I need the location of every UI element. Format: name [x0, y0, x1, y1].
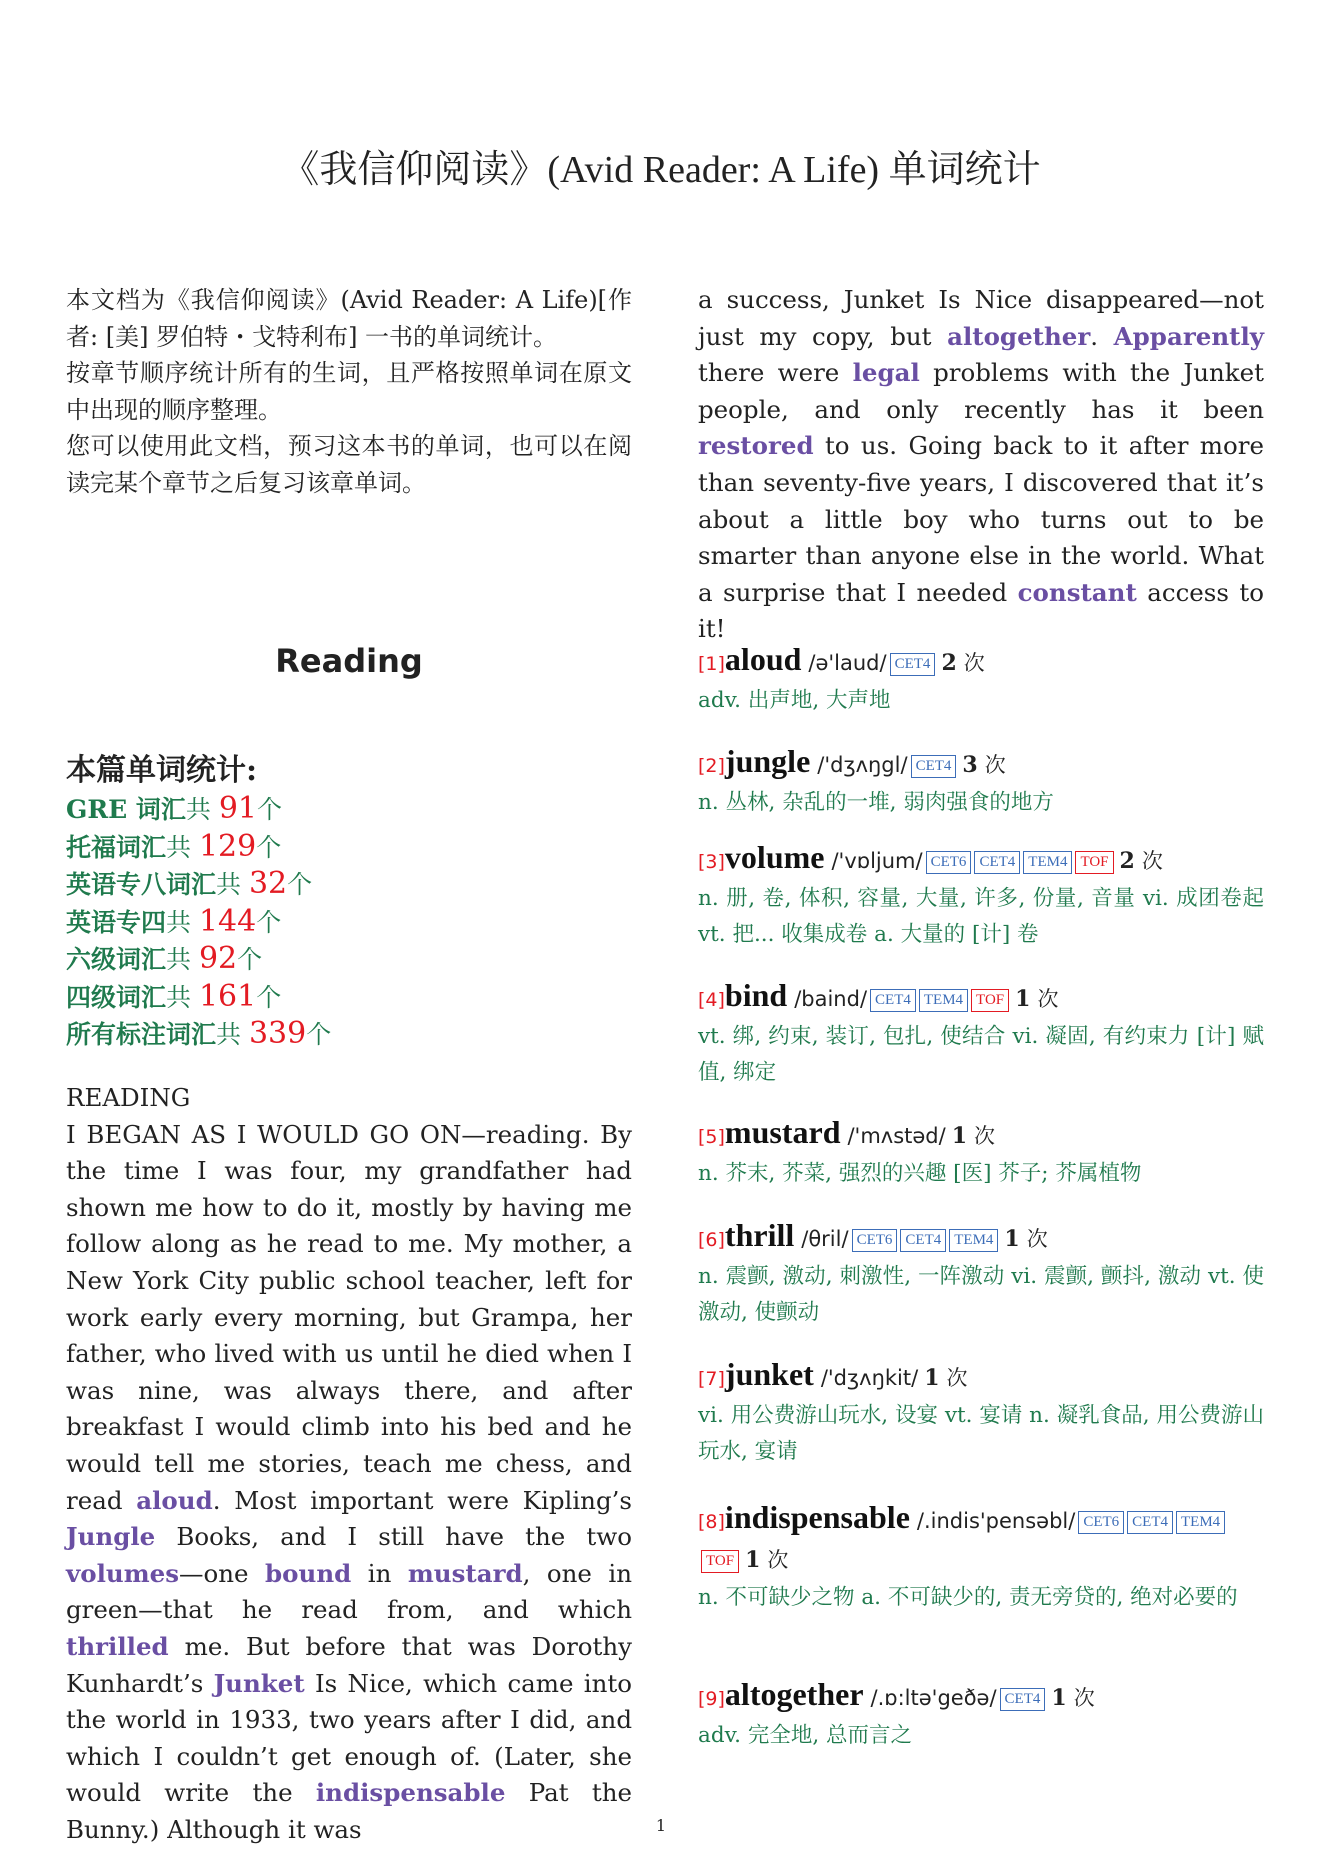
stat-connector: 共: [166, 982, 199, 1012]
vocab-count: 1: [1051, 1685, 1067, 1711]
vocab-definition: vt. 绑, 约束, 装订, 包扎, 使结合 vi. 凝固, 有约束力 [计] 赋值, 绑定: [698, 1024, 1264, 1085]
level-tag: TOF: [971, 989, 1009, 1012]
vocab-entry: [698, 1498, 1264, 1616]
level-tag: CET4: [1000, 1688, 1046, 1711]
highlighted-word: constant: [1017, 577, 1137, 607]
vocab-phonetic: /'dʒʌŋgl/: [817, 753, 908, 777]
vocab-phonetic: /.ɒ:ltə'geðə/: [870, 1686, 997, 1710]
vocab-phonetic: /ə'laud/: [808, 651, 887, 675]
stat-label: 英语专八词汇: [66, 870, 217, 899]
vocab-index: [4]: [698, 989, 725, 1011]
highlighted-word: Jungle: [66, 1522, 156, 1552]
vocab-index: [5]: [698, 1126, 725, 1148]
stat-connector: 共: [166, 945, 199, 974]
vocab-definition: n. 震颤, 激动, 刺激性, 一阵激动 vi. 震颤, 颤抖, 激动 vt. 使激动, 使颤动: [698, 1264, 1264, 1325]
vocab-index: [3]: [698, 851, 725, 873]
stat-row: [66, 829, 632, 867]
vocab-entry: [698, 1113, 1264, 1192]
level-tag: TEM4: [1176, 1511, 1225, 1534]
vocab-count-unit: 次: [963, 651, 985, 675]
vocab-word: indispensable: [724, 1499, 910, 1535]
vocab-headline: [698, 1675, 1264, 1718]
level-tag: CET4: [974, 851, 1020, 874]
vocab-entry: [698, 1675, 1264, 1754]
vocab-phonetic: /'vɒljum/: [831, 849, 923, 873]
vocab-count: 1: [1004, 1226, 1020, 1252]
vocab-definition: n. 册, 卷, 体积, 容量, 大量, 许多, 份量, 音量 vi. 成团卷起 vt. 把... 收集成卷 a. 大量的 [计] 卷: [698, 886, 1264, 947]
vocab-entry: [698, 1355, 1264, 1470]
level-tag: TEM4: [919, 989, 968, 1012]
vocab-phonetic: /baind/: [794, 987, 868, 1011]
vocab-entry: [698, 976, 1264, 1091]
vocab-headline: [698, 1216, 1264, 1259]
reading-heading: READING: [66, 1083, 191, 1112]
vocab-entry: [698, 1216, 1264, 1331]
level-tag: TEM4: [949, 1229, 998, 1252]
vocab-headline: [698, 1113, 1264, 1156]
level-tag: CET4: [1127, 1511, 1173, 1534]
level-tag: CET6: [926, 851, 972, 874]
vocab-count: 2: [1119, 848, 1135, 874]
intro-block: [66, 282, 632, 501]
intro-paragraph: 您可以使用此文档，预习这本书的单词，也可以在阅读完某个章节之后复习该章单词。: [66, 432, 632, 497]
stat-label: 所有标注词汇: [66, 1020, 217, 1049]
stat-unit: 个: [237, 945, 263, 974]
vocab-index: [2]: [698, 755, 725, 777]
vocab-entry: [698, 640, 1264, 719]
vocab-headline: [698, 976, 1264, 1019]
stat-row: [66, 941, 632, 979]
vocab-headline: [698, 1355, 1264, 1398]
stat-connector: 共: [216, 870, 249, 899]
vocab-headline: [698, 838, 1264, 881]
vocab-entry: [698, 742, 1264, 821]
stat-connector: 共: [166, 907, 199, 937]
section-heading: Reading: [275, 642, 423, 680]
stat-label: 托福词汇: [66, 832, 167, 862]
highlighted-word: legal: [852, 358, 920, 388]
vocab-count-unit: 次: [1073, 1686, 1095, 1710]
stat-unit: 个: [256, 982, 282, 1012]
highlighted-word: bound: [265, 1558, 352, 1588]
highlighted-word: restored: [698, 431, 814, 461]
stat-row: [66, 791, 632, 829]
stat-label: GRE 词汇: [66, 795, 186, 824]
vocab-word: mustard: [724, 1114, 841, 1150]
vocab-phonetic: /.indis'pensəbl/: [916, 1509, 1076, 1533]
stat-row: [66, 1016, 632, 1054]
stat-unit: 个: [256, 832, 282, 862]
vocab-count: 1: [1015, 986, 1031, 1012]
word-stats: [66, 745, 632, 1054]
vocab-index: [9]: [698, 1688, 725, 1710]
vocab-word: altogether: [724, 1676, 864, 1712]
intro-paragraph: 按章节顺序统计所有的生词，且严格按照单词在原文中出现的顺序整理。: [66, 359, 632, 424]
vocab-count-unit: 次: [984, 753, 1006, 777]
vocab-index: [8]: [698, 1511, 725, 1533]
vocab-word: jungle: [724, 743, 811, 779]
vocab-headline: [698, 640, 1264, 683]
intro-paragraph: 本文档为《我信仰阅读》(Avid Reader: A Life)[作者: [美] 罗伯特・戈特利布] 一书的单词统计。: [66, 286, 632, 351]
vocab-word: aloud: [724, 641, 802, 677]
stat-label: 英语专四: [66, 907, 167, 937]
stat-row: [66, 979, 632, 1017]
stat-count: 144: [198, 903, 257, 939]
stat-count: 129: [198, 828, 257, 864]
vocab-word: junket: [724, 1356, 814, 1392]
stat-connector: 共: [216, 1020, 249, 1049]
vocab-count-unit: 次: [1141, 849, 1163, 873]
stat-connector: 共: [166, 832, 199, 862]
level-tag: CET4: [870, 989, 916, 1012]
stat-label: 四级词汇: [66, 982, 167, 1012]
vocab-entry: [698, 838, 1264, 953]
highlighted-word: aloud: [136, 1485, 213, 1515]
highlighted-word: altogether: [947, 321, 1091, 351]
highlighted-word: Junket: [213, 1668, 305, 1698]
stat-row: [66, 904, 632, 942]
stat-count: 339: [248, 1016, 307, 1051]
highlighted-word: thrilled: [66, 1631, 169, 1661]
vocab-phonetic: /'mʌstəd/: [847, 1124, 946, 1148]
vocab-definition: adv. 出声地, 大声地: [698, 688, 891, 713]
vocab-word: volume: [724, 839, 825, 875]
vocab-index: [7]: [698, 1368, 725, 1390]
vocab-count: 1: [745, 1547, 761, 1573]
vocab-definition: vi. 用公费游山玩水, 设宴 vt. 宴请 n. 凝乳食品, 用公费游山玩水, 宴请: [698, 1403, 1264, 1464]
stat-unit: 个: [257, 795, 283, 824]
vocab-definition: n. 不可缺少之物 a. 不可缺少的, 责无旁贷的, 绝对必要的: [698, 1585, 1238, 1610]
vocab-definition: n. 芥末, 芥菜, 强烈的兴趣 [医] 芥子; 芥属植物: [698, 1161, 1142, 1186]
vocab-phonetic: /θril/: [801, 1227, 849, 1251]
vocab-definition: adv. 完全地, 总而言之: [698, 1723, 913, 1748]
vocab-count-unit: 次: [946, 1366, 968, 1390]
vocab-count-unit: 次: [974, 1124, 996, 1148]
level-tag: CET4: [900, 1229, 946, 1252]
stat-row: [66, 866, 632, 904]
vocab-count: 2: [941, 650, 957, 676]
level-tag: CET4: [911, 755, 957, 778]
reading-paragraph: a success, Junket Is Nice disappeared—not just my copy, but altogether. Apparently there were legal problems with the Junket people, and only recently has it been restored to us. Going back to it after more than seventy-five years, I discovered that it’s about a little boy who turns out to be smarter than anyone else in the world. What a surprise that I needed constant access to it!: [698, 285, 1264, 644]
reading-text-right: [698, 282, 1264, 648]
vocab-count-unit: 次: [1037, 987, 1059, 1011]
stat-count: 32: [248, 866, 288, 901]
stat-unit: 个: [287, 870, 313, 899]
stat-count: 161: [198, 978, 257, 1014]
stats-list: [66, 791, 632, 1054]
stat-unit: 个: [256, 907, 282, 937]
vocab-count: 3: [962, 752, 978, 778]
level-tag: TEM4: [1023, 851, 1072, 874]
stat-connector: 共: [185, 795, 219, 824]
level-tag: CET6: [1078, 1511, 1124, 1534]
page-number: 1: [655, 1816, 667, 1835]
vocab-word: thrill: [724, 1217, 795, 1253]
vocab-phonetic: /'dʒʌŋkit/: [820, 1366, 919, 1390]
vocab-word: bind: [724, 977, 788, 1013]
vocab-index: [6]: [698, 1229, 725, 1251]
reading-paragraph: I BEGAN AS I WOULD GO ON—reading. By the time I was four, my grandfather had shown me how to do it, mostly by having me follow along as he read to me. My mother, a New York City public school teacher, left for work early every morning, but Grampa, her father, who lived with us until he died when I was nine, was always there, and after breakfast I would climb into his bed and he would tell me stories, teach me chess, and read aloud. Most important were Kipling’s Jungle Books, and I still have the two volumes—one bound in mustard, one in green—that he read from, and which thrilled me. But before that was Dorothy Kunhardt’s Junket Is Nice, which came into the world in 1933, two years after I did, and which I couldn’t get enough of. (Later, she would write the indispensable Pat the Bunny.) Although it was: [66, 1119, 632, 1844]
highlighted-word: volumes: [66, 1558, 180, 1588]
reading-text-left: [66, 1080, 632, 1848]
stat-count: 92: [198, 941, 238, 976]
vocab-count: 1: [924, 1365, 940, 1391]
vocab-index: [1]: [698, 653, 725, 675]
stats-title: 本篇单词统计:: [66, 753, 258, 788]
vocab-count-unit: 次: [1026, 1227, 1048, 1251]
vocab-headline: [698, 1498, 1264, 1580]
highlighted-word: indispensable: [315, 1778, 506, 1808]
level-tag: TOF: [701, 1550, 739, 1573]
highlighted-word: mustard: [407, 1558, 523, 1588]
stat-count: 91: [218, 791, 258, 826]
vocab-definition: n. 丛林, 杂乱的一堆, 弱肉强食的地方: [698, 790, 1054, 815]
stat-unit: 个: [306, 1020, 332, 1049]
level-tag: CET4: [890, 653, 936, 676]
highlighted-word: Apparently: [1113, 321, 1264, 351]
stat-label: 六级词汇: [66, 945, 167, 974]
level-tag: TOF: [1075, 851, 1113, 874]
vocab-count: 1: [951, 1123, 968, 1149]
level-tag: CET6: [852, 1229, 898, 1252]
vocab-count-unit: 次: [767, 1548, 789, 1572]
vocab-headline: [698, 742, 1264, 785]
page-title: 《我信仰阅读》(Avid Reader: A Life) 单词统计: [281, 149, 1041, 191]
